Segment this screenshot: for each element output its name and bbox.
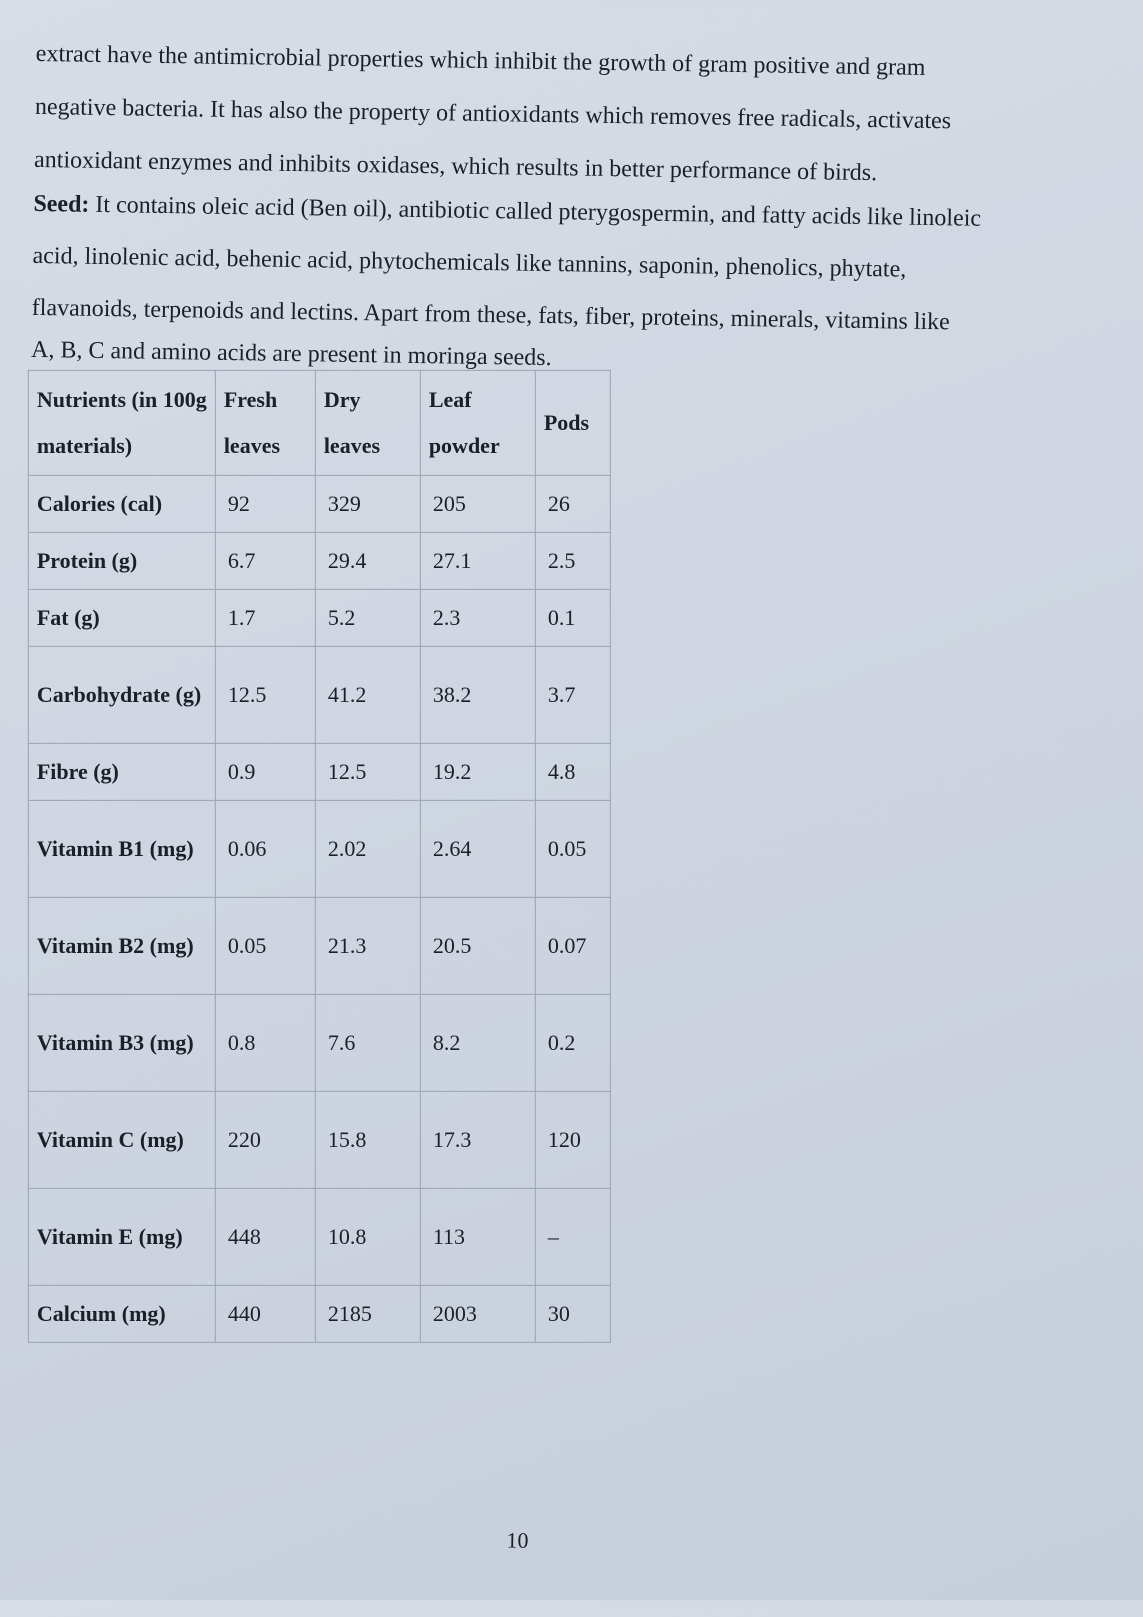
cell-value: 0.07 (535, 897, 610, 994)
cell-value: 1.7 (215, 589, 315, 646)
row-label: Protein (g) (28, 532, 215, 589)
table-header-row (28, 370, 610, 475)
cell-value: 113 (420, 1188, 535, 1285)
cell-value: 0.9 (215, 743, 315, 800)
seed-label: Seed: (33, 190, 90, 218)
cell-value: 92 (215, 475, 315, 532)
page-number: 10 (506, 1527, 529, 1553)
cell-value: – (535, 1188, 610, 1285)
nutrient-table (28, 370, 611, 1343)
cell-value: 41.2 (315, 646, 420, 743)
header-fresh-leaves: Fresh leaves (215, 370, 315, 475)
cell-value: 0.1 (535, 589, 610, 646)
cell-value: 27.1 (420, 532, 535, 589)
cell-value: 10.8 (315, 1188, 420, 1285)
row-label: Vitamin B2 (mg) (28, 897, 215, 994)
cell-value: 7.6 (315, 994, 420, 1091)
cell-value: 448 (215, 1188, 315, 1285)
cell-value: 8.2 (420, 994, 535, 1091)
row-label: Vitamin B3 (mg) (28, 994, 215, 1091)
cell-value: 12.5 (315, 743, 420, 800)
paragraph-line-2: negative bacteria. It has also the property of antioxidants which removes free radicals, activates (34, 93, 952, 135)
table-row (28, 1285, 610, 1342)
cell-value: 20.5 (420, 897, 535, 994)
cell-value: 4.8 (535, 743, 610, 800)
cell-value: 440 (215, 1285, 315, 1342)
row-label: Fat (g) (28, 589, 215, 646)
header-dry-leaves: Dry leaves (315, 370, 420, 475)
cell-value: 6.7 (215, 532, 315, 589)
cell-value: 0.05 (215, 897, 315, 994)
cell-value: 2.02 (315, 800, 420, 897)
table-row (28, 646, 610, 743)
header-leaf-powder: Leaf powder (420, 370, 535, 475)
cell-value: 21.3 (315, 897, 420, 994)
paragraph-line-7: A, B, C and amino acids are present in moringa seeds. (30, 336, 552, 372)
cell-value: 2185 (315, 1285, 420, 1342)
table-row (28, 1188, 610, 1285)
cell-value: 120 (535, 1091, 610, 1188)
cell-value: 38.2 (420, 646, 535, 743)
cell-value: 329 (315, 475, 420, 532)
cell-value: 205 (420, 475, 535, 532)
row-label: Calories (cal) (28, 475, 215, 532)
cell-value: 3.7 (535, 646, 610, 743)
row-label: Vitamin E (mg) (28, 1188, 215, 1285)
paragraph-line-6: flavanoids, terpenoids and lectins. Apart from these, fats, fiber, proteins, minerals, vitamins like (31, 294, 951, 336)
cell-value: 0.05 (535, 800, 610, 897)
row-label: Vitamin B1 (mg) (28, 800, 215, 897)
cell-value: 220 (215, 1091, 315, 1188)
cell-value: 15.8 (315, 1091, 420, 1188)
paragraph-line-1: extract have the antimicrobial properties which inhibit the growth of gram positive and gram (35, 40, 926, 81)
cell-value: 0.8 (215, 994, 315, 1091)
cell-value: 2.64 (420, 800, 535, 897)
paragraph-line-5: acid, linolenic acid, behenic acid, phytochemicals like tannins, saponin, phenolics, phytate, (32, 242, 907, 283)
paragraph-line-3: antioxidant enzymes and inhibits oxidases, which results in better performance of birds. (33, 146, 878, 187)
table-row (28, 994, 610, 1091)
cell-value: 12.5 (215, 646, 315, 743)
table-row (28, 475, 610, 532)
table-row (28, 800, 610, 897)
cell-value: 30 (535, 1285, 610, 1342)
cell-value: 2.5 (535, 532, 610, 589)
row-label: Fibre (g) (28, 743, 215, 800)
cell-value: 0.2 (535, 994, 610, 1091)
table-row (28, 589, 610, 646)
header-nutrients: Nutrients (in 100g materials) (28, 370, 215, 475)
cell-value: 0.06 (215, 800, 315, 897)
cell-value: 17.3 (420, 1091, 535, 1188)
table-row (28, 743, 610, 800)
cell-value: 19.2 (420, 743, 535, 800)
table-row (28, 532, 610, 589)
cell-value: 2003 (420, 1285, 535, 1342)
row-label: Vitamin C (mg) (28, 1091, 215, 1188)
cell-value: 5.2 (315, 589, 420, 646)
cell-value: 2.3 (420, 589, 535, 646)
table-row (28, 897, 610, 994)
cell-value: 26 (535, 475, 610, 532)
row-label: Calcium (mg) (28, 1285, 215, 1342)
seed-text: It contains oleic acid (Ben oil), antibiotic called pterygospermin, and fatty acids like linoleic (89, 191, 982, 232)
table-row (28, 1091, 610, 1188)
cell-value: 29.4 (315, 532, 420, 589)
row-label: Carbohydrate (g) (28, 646, 215, 743)
header-pods: Pods (535, 370, 610, 475)
